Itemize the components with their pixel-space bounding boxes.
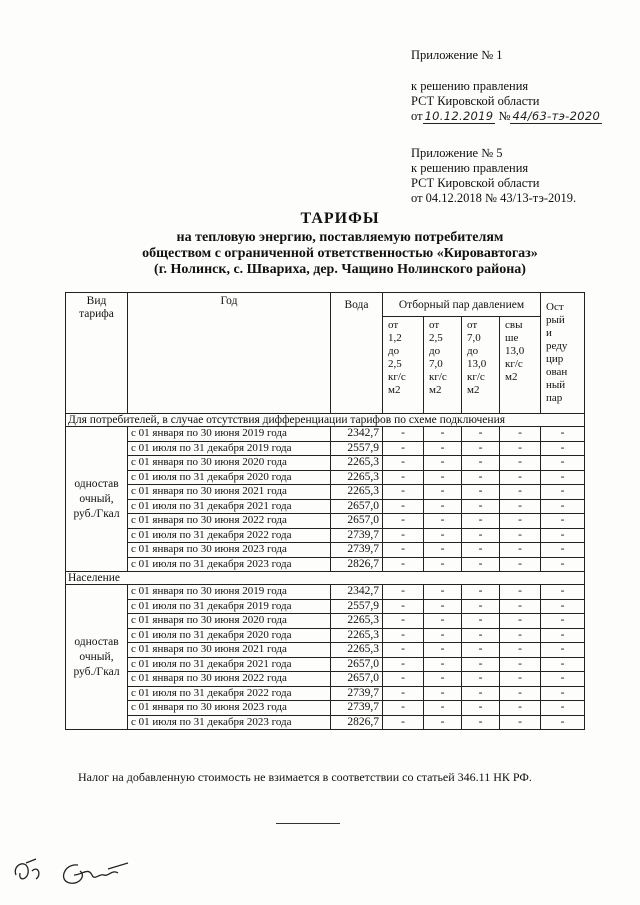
appendix-1-date-line: от 10.12.2019 № 44/63-тэ-2020: [411, 109, 601, 123]
empty-dash-cell: -: [424, 599, 462, 614]
empty-dash-cell: -: [500, 427, 541, 442]
water-value-cell: 2265,3: [331, 470, 383, 485]
empty-dash-cell: -: [462, 441, 500, 456]
empty-dash-cell: -: [383, 441, 424, 456]
empty-dash-cell: -: [541, 485, 585, 500]
empty-dash-cell: -: [424, 441, 462, 456]
water-value-cell: 2657,0: [331, 514, 383, 529]
title-line-3: обществом с ограниченной ответственностью «Кировавтогаз»: [142, 246, 538, 261]
tariff-kind-cell: одностав очный, руб./Гкал: [66, 585, 128, 730]
empty-dash-cell: -: [383, 543, 424, 558]
empty-dash-cell: -: [462, 456, 500, 471]
period-cell: с 01 июля по 31 декабря 2020 года: [128, 470, 331, 485]
period-cell: с 01 января по 30 июня 2019 года: [128, 427, 331, 442]
empty-dash-cell: -: [462, 628, 500, 643]
period-cell: с 01 июля по 31 декабря 2020 года: [128, 628, 331, 643]
water-value-cell: 2265,3: [331, 485, 383, 500]
empty-dash-cell: -: [541, 585, 585, 600]
water-value-cell: 2739,7: [331, 686, 383, 701]
water-value-cell: 2265,3: [331, 643, 383, 658]
empty-dash-cell: -: [383, 585, 424, 600]
water-value-cell: 2826,7: [331, 557, 383, 572]
period-cell: с 01 января по 30 июня 2022 года: [128, 672, 331, 687]
empty-dash-cell: -: [383, 686, 424, 701]
period-cell: с 01 января по 30 июня 2022 года: [128, 514, 331, 529]
water-value-cell: 2657,0: [331, 672, 383, 687]
period-cell: с 01 июля по 31 декабря 2022 года: [128, 686, 331, 701]
empty-dash-cell: -: [424, 614, 462, 629]
empty-dash-cell: -: [500, 528, 541, 543]
empty-dash-cell: -: [424, 643, 462, 658]
water-value-cell: 2739,7: [331, 701, 383, 716]
header-steam-1: от 1,2 до 2,5 кг/с м2: [383, 316, 424, 413]
empty-dash-cell: -: [462, 599, 500, 614]
water-value-cell: 2826,7: [331, 715, 383, 730]
empty-dash-cell: -: [500, 485, 541, 500]
empty-dash-cell: -: [541, 441, 585, 456]
table-row: [66, 701, 585, 716]
header-sharp-steam: Ост рый и реду цир ован ный пар: [541, 293, 585, 414]
empty-dash-cell: -: [541, 657, 585, 672]
empty-dash-cell: -: [424, 427, 462, 442]
empty-dash-cell: -: [462, 643, 500, 658]
table-row: [66, 456, 585, 471]
empty-dash-cell: -: [462, 686, 500, 701]
section-title: Для потребителей, в случае отсутствия дифференциации тарифов по схеме подключения: [66, 414, 585, 427]
empty-dash-cell: -: [500, 585, 541, 600]
empty-dash-cell: -: [541, 599, 585, 614]
water-value-cell: 2657,0: [331, 657, 383, 672]
appendix-5-date: от 04.12.2018 № 43/13-тэ-2019.: [411, 191, 577, 205]
handwritten-number: 44/63-тэ-2020: [512, 109, 601, 123]
tariff-kind-cell: одностав очный, руб./Гкал: [66, 427, 128, 572]
table-row: [66, 528, 585, 543]
empty-dash-cell: -: [500, 599, 541, 614]
appendix-5-decision: к решению правления: [411, 161, 529, 175]
empty-dash-cell: -: [462, 499, 500, 514]
appendix-1-decision: к решению правления: [411, 79, 529, 93]
empty-dash-cell: -: [541, 672, 585, 687]
empty-dash-cell: -: [383, 514, 424, 529]
empty-dash-cell: -: [424, 628, 462, 643]
empty-dash-cell: -: [500, 543, 541, 558]
empty-dash-cell: -: [500, 643, 541, 658]
empty-dash-cell: -: [500, 672, 541, 687]
empty-dash-cell: -: [424, 456, 462, 471]
signature-line: [276, 823, 340, 824]
table-row: [66, 485, 585, 500]
period-cell: с 01 июля по 31 декабря 2021 года: [128, 657, 331, 672]
empty-dash-cell: -: [424, 514, 462, 529]
water-value-cell: 2265,3: [331, 614, 383, 629]
empty-dash-cell: -: [383, 643, 424, 658]
empty-dash-cell: -: [541, 643, 585, 658]
empty-dash-cell: -: [424, 657, 462, 672]
empty-dash-cell: -: [500, 657, 541, 672]
empty-dash-cell: -: [383, 614, 424, 629]
water-value-cell: 2265,3: [331, 628, 383, 643]
table-row: [66, 672, 585, 687]
water-value-cell: 2739,7: [331, 528, 383, 543]
table-row: [66, 470, 585, 485]
table-row: [66, 427, 585, 442]
empty-dash-cell: -: [383, 485, 424, 500]
empty-dash-cell: -: [383, 657, 424, 672]
empty-dash-cell: -: [500, 499, 541, 514]
empty-dash-cell: -: [541, 427, 585, 442]
empty-dash-cell: -: [424, 672, 462, 687]
empty-dash-cell: -: [500, 456, 541, 471]
handwritten-date: 10.12.2019: [424, 109, 494, 123]
document-title: [60, 211, 620, 278]
empty-dash-cell: -: [424, 701, 462, 716]
water-value-cell: 2342,7: [331, 585, 383, 600]
empty-dash-cell: -: [462, 715, 500, 730]
header-water: Вода: [331, 293, 383, 414]
empty-dash-cell: -: [424, 485, 462, 500]
water-value-cell: 2342,7: [331, 427, 383, 442]
appendix-5-block: [411, 146, 576, 206]
header-steam-3: от 7,0 до 13,0 кг/с м2: [462, 316, 500, 413]
table-row: [66, 441, 585, 456]
empty-dash-cell: -: [462, 614, 500, 629]
period-cell: с 01 июля по 31 декабря 2019 года: [128, 599, 331, 614]
empty-dash-cell: -: [424, 715, 462, 730]
empty-dash-cell: -: [541, 499, 585, 514]
empty-dash-cell: -: [500, 514, 541, 529]
empty-dash-cell: -: [424, 470, 462, 485]
empty-dash-cell: -: [462, 528, 500, 543]
table-row: [66, 557, 585, 572]
empty-dash-cell: -: [462, 701, 500, 716]
header-steam-4: свы ше 13,0 кг/с м2: [500, 316, 541, 413]
header-steam-group: Отборный пар давлением: [383, 293, 541, 317]
table-row: [66, 514, 585, 529]
period-cell: с 01 января по 30 июня 2020 года: [128, 614, 331, 629]
table-row: [66, 585, 585, 600]
water-value-cell: 2557,9: [331, 599, 383, 614]
empty-dash-cell: -: [383, 528, 424, 543]
empty-dash-cell: -: [462, 514, 500, 529]
appendix-1-title: Приложение № 1: [411, 48, 503, 62]
empty-dash-cell: -: [500, 470, 541, 485]
table-row: [66, 657, 585, 672]
water-value-cell: 2739,7: [331, 543, 383, 558]
table-row: [66, 686, 585, 701]
empty-dash-cell: -: [383, 701, 424, 716]
empty-dash-cell: -: [424, 557, 462, 572]
empty-dash-cell: -: [541, 614, 585, 629]
empty-dash-cell: -: [462, 672, 500, 687]
empty-dash-cell: -: [424, 686, 462, 701]
period-cell: с 01 января по 30 июня 2023 года: [128, 543, 331, 558]
water-value-cell: 2265,3: [331, 456, 383, 471]
empty-dash-cell: -: [424, 499, 462, 514]
empty-dash-cell: -: [383, 456, 424, 471]
water-value-cell: 2557,9: [331, 441, 383, 456]
handwritten-signature-icon: [8, 845, 138, 895]
empty-dash-cell: -: [383, 470, 424, 485]
empty-dash-cell: -: [424, 543, 462, 558]
empty-dash-cell: -: [500, 441, 541, 456]
empty-dash-cell: -: [500, 557, 541, 572]
period-cell: с 01 июля по 31 декабря 2019 года: [128, 441, 331, 456]
empty-dash-cell: -: [462, 485, 500, 500]
section-row: [66, 414, 585, 427]
table-row: [66, 499, 585, 514]
empty-dash-cell: -: [383, 715, 424, 730]
empty-dash-cell: -: [541, 686, 585, 701]
empty-dash-cell: -: [462, 427, 500, 442]
tariff-table: [65, 292, 585, 730]
header-kind: Вид тарифа: [66, 293, 128, 414]
vat-note: Налог на добавленную стоимость не взимается в соответствии со статьей 346.11 НК РФ.: [78, 770, 532, 784]
empty-dash-cell: -: [541, 528, 585, 543]
empty-dash-cell: -: [541, 557, 585, 572]
empty-dash-cell: -: [541, 628, 585, 643]
period-cell: с 01 июля по 31 декабря 2021 года: [128, 499, 331, 514]
empty-dash-cell: -: [541, 715, 585, 730]
water-value-cell: 2657,0: [331, 499, 383, 514]
period-cell: с 01 января по 30 июня 2021 года: [128, 643, 331, 658]
empty-dash-cell: -: [500, 686, 541, 701]
section-row: [66, 572, 585, 585]
table-row: [66, 599, 585, 614]
empty-dash-cell: -: [500, 614, 541, 629]
section-title: Население: [66, 572, 585, 585]
period-cell: с 01 июля по 31 декабря 2022 года: [128, 528, 331, 543]
table-row: [66, 643, 585, 658]
empty-dash-cell: -: [383, 628, 424, 643]
empty-dash-cell: -: [462, 543, 500, 558]
empty-dash-cell: -: [383, 427, 424, 442]
appendix-5-title: Приложение № 5: [411, 146, 503, 160]
header-steam-2: от 2,5 до 7,0 кг/с м2: [424, 316, 462, 413]
empty-dash-cell: -: [462, 470, 500, 485]
appendix-5-authority: РСТ Кировской области: [411, 176, 540, 190]
empty-dash-cell: -: [424, 528, 462, 543]
empty-dash-cell: -: [541, 543, 585, 558]
table-row: [66, 614, 585, 629]
title-main: ТАРИФЫ: [300, 210, 380, 227]
empty-dash-cell: -: [383, 672, 424, 687]
empty-dash-cell: -: [541, 456, 585, 471]
empty-dash-cell: -: [424, 585, 462, 600]
empty-dash-cell: -: [383, 557, 424, 572]
title-line-2: на тепловую энергию, поставляемую потребителям: [176, 230, 504, 245]
appendix-1-block: [411, 48, 602, 124]
empty-dash-cell: -: [541, 701, 585, 716]
period-cell: с 01 января по 30 июня 2021 года: [128, 485, 331, 500]
empty-dash-cell: -: [500, 701, 541, 716]
period-cell: с 01 июля по 31 декабря 2023 года: [128, 715, 331, 730]
period-cell: с 01 января по 30 июня 2023 года: [128, 701, 331, 716]
empty-dash-cell: -: [383, 499, 424, 514]
empty-dash-cell: -: [500, 628, 541, 643]
empty-dash-cell: -: [541, 514, 585, 529]
empty-dash-cell: -: [462, 585, 500, 600]
table-row: [66, 543, 585, 558]
appendix-1-authority: РСТ Кировской области: [411, 94, 540, 108]
empty-dash-cell: -: [383, 599, 424, 614]
title-line-4: (г. Нолинск, с. Швариха, дер. Чащино Нолинского района): [154, 262, 526, 277]
period-cell: с 01 января по 30 июня 2020 года: [128, 456, 331, 471]
header-year: Год: [128, 293, 331, 414]
table-row: [66, 715, 585, 730]
empty-dash-cell: -: [462, 557, 500, 572]
period-cell: с 01 января по 30 июня 2019 года: [128, 585, 331, 600]
table-row: [66, 628, 585, 643]
empty-dash-cell: -: [541, 470, 585, 485]
empty-dash-cell: -: [462, 657, 500, 672]
empty-dash-cell: -: [500, 715, 541, 730]
period-cell: с 01 июля по 31 декабря 2023 года: [128, 557, 331, 572]
